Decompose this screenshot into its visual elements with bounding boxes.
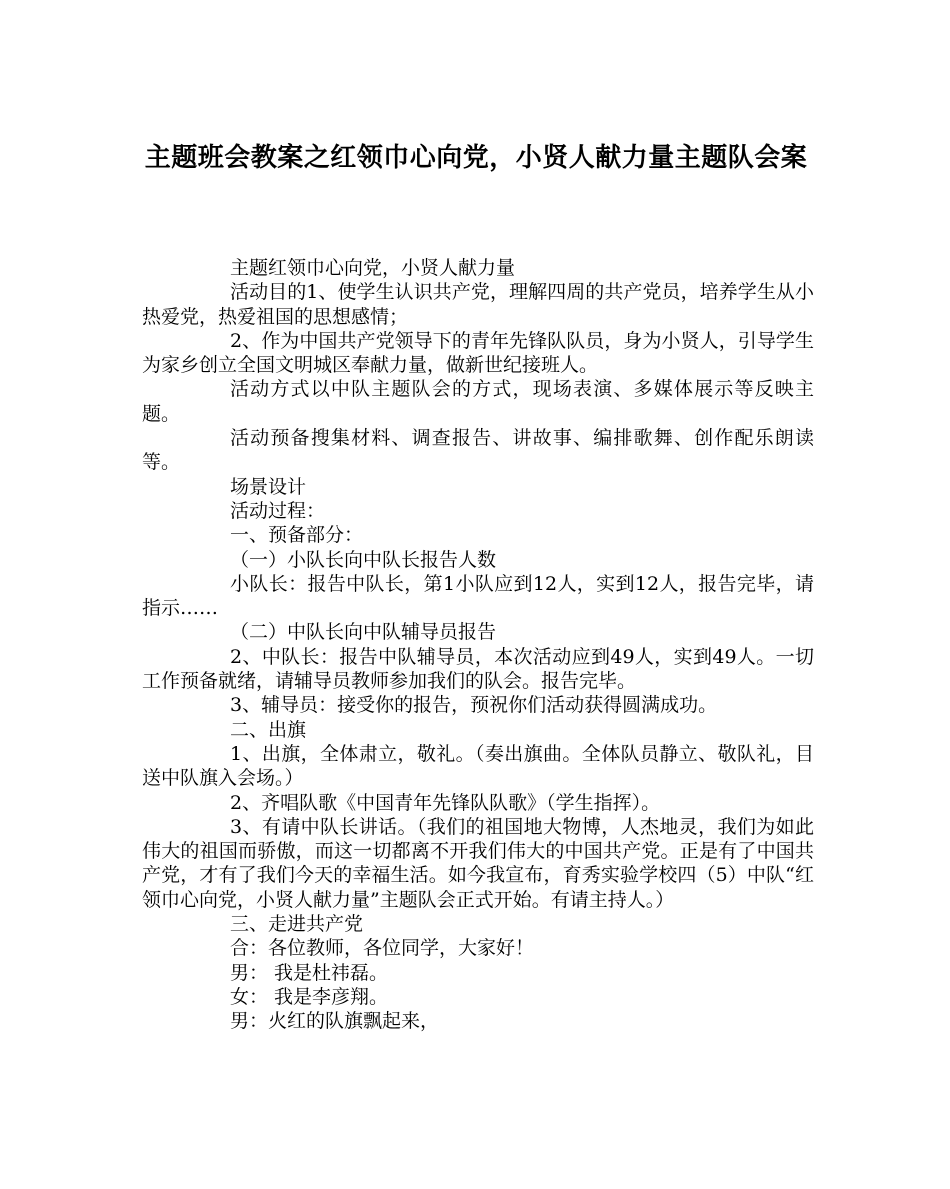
paragraph: 女： 我是李彦翔。 bbox=[230, 985, 389, 1008]
paragraph: 3、辅导员：接受你的报告，预祝你们活动获得圆满成功。 bbox=[230, 694, 718, 717]
paragraph: 男：火红的队旗飘起来， bbox=[230, 1010, 440, 1033]
paragraph: （二）中队长向中队辅导员报告 bbox=[230, 621, 497, 644]
paragraph: 小队长：报告中队长，第1小队应到12人，实到12人，报告完毕，请指示…… bbox=[142, 572, 814, 620]
paragraph: 一、预备部分： bbox=[230, 524, 364, 547]
paragraph: 场景设计 bbox=[230, 475, 307, 498]
paragraph: 1、出旗，全体肃立，敬礼。（奏出旗曲。全体队员静立、敬队礼，目送中队旗入会场。） bbox=[142, 742, 814, 790]
paragraph: 主题红领巾心向党，小贤人献力量 bbox=[230, 257, 516, 279]
document-body bbox=[142, 256, 814, 1034]
paragraph: 活动方式以中队主题队会的方式，现场表演、多媒体展示等反映主题。 bbox=[142, 378, 814, 425]
paragraph: 2、作为中国共产党领导下的青年先锋队队员，身为小贤人，引导学生为家乡创立全国文明城区奉献力量，做新世纪接班人。 bbox=[142, 329, 814, 377]
paragraph: 活动目的1、使学生认识共产党，理解四周的共产党员，培养学生从小热爱党，热爱祖国的思想感情； bbox=[142, 281, 814, 328]
paragraph: 活动过程： bbox=[230, 499, 326, 522]
paragraph: 3、有请中队长讲话。（我们的祖国地大物博，人杰地灵，我们为如此伟大的祖国而骄傲，而这一切都离不开我们伟大的中国共产党。正是有了中国共产党，才有了我们今天的幸福生活。如今我宣布，育秀实验学校四（5）中队“红领巾心向党，小贤人献力量”主题队会正式开始。有请主持人。） bbox=[142, 815, 814, 911]
paragraph: （一）小队长向中队长报告人数 bbox=[230, 548, 497, 571]
paragraph: 活动预备搜集材料、调查报告、讲故事、编排歌舞、创作配乐朗读等。 bbox=[142, 427, 814, 474]
paragraph: 二、出旗 bbox=[230, 718, 307, 741]
paragraph: 2、中队长：报告中队辅导员，本次活动应到49人，实到49人。一切工作预备就绪，请辅导员教师参加我们的队会。报告完毕。 bbox=[142, 645, 814, 693]
paragraph: 三、走进共产党 bbox=[230, 913, 364, 936]
document-title: 主题班会教案之红领巾心向党，小贤人献力量主题队会案 bbox=[144, 143, 808, 173]
paragraph: 合：各位教师，各位同学，大家好！ bbox=[230, 937, 535, 960]
paragraph: 2、齐唱队歌《中国青年先锋队队歌》（学生指挥）。 bbox=[230, 791, 661, 814]
paragraph: 男： 我是杜祎磊。 bbox=[230, 961, 389, 984]
